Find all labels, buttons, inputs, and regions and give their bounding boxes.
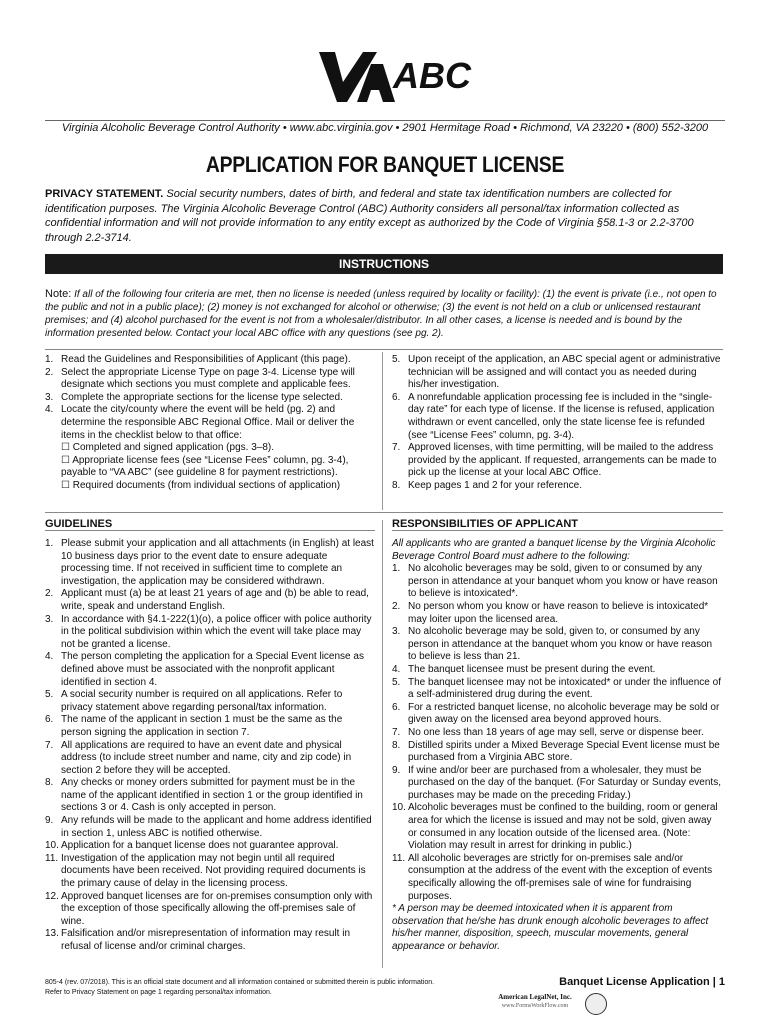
item-text: Application for a banquet license does not guarantee approval. (61, 840, 339, 852)
list-item (392, 802, 723, 852)
checklist-item: ☐ Appropriate license fees (see “License Fees” column, pg. 3-4), payable to “VA ABC” (see guideline 8 for payment restrictions). (61, 454, 349, 479)
divider (392, 530, 723, 531)
item-text: Keep pages 1 and 2 for your reference. (408, 479, 583, 491)
item-text: Falsification and/or misrepresentation of information may result in refusal of license and/or criminal charges. (61, 928, 351, 952)
list-item (45, 588, 375, 613)
item-number: 4. (392, 663, 401, 675)
divider (45, 512, 723, 513)
item-text: Please submit your application and all attachments (in English) at least 10 business days prior to the event date to ensure adequate processing time. If not received in sufficient time to complete an investigation, the application may be considered withdrawn. (61, 538, 374, 587)
column-divider (382, 520, 383, 968)
responsibilities-intro: All applicants who are granted a banquet license by the Virginia Alcoholic Beverage Control Board must adhere to the following: (392, 538, 716, 562)
item-number: 2. (45, 588, 54, 600)
page-title: APPLICATION FOR BANQUET LICENSE (205, 152, 565, 177)
svg-text:ABC: ABC (393, 55, 471, 96)
item-number: 10. (45, 840, 59, 852)
instructions-bar: INSTRUCTIONS (45, 254, 723, 274)
item-text: Any refunds will be made to the applicant and home address identified in section 1, unless ABC is notified otherwise. (61, 815, 372, 839)
badge-url: www.FormsWorkFlow.com (501, 1003, 569, 1009)
list-item (392, 626, 723, 664)
item-number: 5. (45, 689, 54, 701)
list-item (392, 702, 723, 727)
item-text: No one less than 18 years of age may sell, serve or dispense beer. (408, 726, 704, 738)
item-number: 6. (45, 714, 54, 726)
instructions-left (45, 354, 373, 493)
privacy-statement (45, 187, 695, 245)
responsibilities-heading: RESPONSIBILITIES OF APPLICANT (392, 518, 578, 530)
item-text: Locate the city/county where the event will be held (pg. 2) and determine the responsible ABC Regional Office. Mail or deliver the items in the checklist below to that office: (61, 404, 355, 441)
list-item (392, 601, 723, 626)
item-text: For a restricted banquet license, no alcoholic beverage may be sold or given away on the licensed area beyond approved hours. (408, 701, 720, 726)
item-number: 4. (45, 651, 54, 663)
list-item (392, 480, 722, 493)
item-number: 1. (45, 354, 54, 365)
privacy-text: Social security numbers, dates of birth, and federal and state tax identification numbers are collected for identification purposes. The Virginia Alcoholic Beverage Control (ABC) Authority considers all personal/tax information collected as confidential information and will not provide information to any entity except as authorized by the Code of Virginia §58.1-3 or 2.2-3700 through 2.2-3714. (45, 188, 694, 244)
instructions-right (392, 354, 722, 493)
item-number: 2. (45, 366, 54, 378)
list-item (392, 765, 723, 803)
privacy-label: PRIVACY STATEMENT. (45, 188, 164, 200)
item-text: In accordance with §4.1-222(1)(o), a police officer with police authority in the political subdivision within which the event will take place may not be granted a license. (61, 613, 372, 650)
item-text: The banquet licensee must be present during the event. (408, 663, 656, 675)
item-number: 3. (45, 613, 54, 625)
list-item (45, 354, 373, 367)
item-text: Upon receipt of the application, an ABC special agent or administrative technician will be assigned and will contact you as needed during his/her investigation. (408, 354, 721, 391)
item-number: 4. (45, 404, 54, 416)
item-text: Approved banquet licenses are for on-premises consumption only with the exception of those specifically allowing the off-premises sale of wine. (61, 890, 373, 927)
page-label: Banquet License Application | 1 (559, 976, 725, 988)
item-number: 7. (392, 442, 401, 454)
seal-icon (585, 993, 607, 1015)
item-number: 5. (392, 354, 401, 365)
item-number: 5. (392, 676, 401, 688)
item-number: 8. (392, 479, 401, 491)
list-item (45, 853, 375, 891)
item-text: Select the appropriate License Type on page 3-4. License type will designate which sections you must complete and applicable fees. (61, 366, 355, 391)
item-number: 3. (392, 626, 401, 638)
guidelines-heading: GUIDELINES (45, 518, 113, 530)
list-item (45, 928, 375, 953)
item-text: No alcoholic beverages may be sold, given to or consumed by any person in attendance at your banquet whom you know or have reason to believe is intoxicated*. (408, 563, 718, 600)
item-text: If wine and/or beer are purchased from a wholesaler, they must be purchased on the day of the banquet. (For Saturday or Sunday events, purchases may be made on the preceding Friday.) (408, 764, 721, 801)
list-item (392, 727, 723, 740)
item-number: 2. (392, 600, 401, 612)
list-item (45, 651, 375, 689)
item-number: 7. (392, 726, 401, 738)
list-item (45, 740, 375, 778)
list-item (392, 392, 722, 442)
list-item (45, 891, 375, 929)
item-number: 11. (45, 852, 59, 864)
item-text: The person completing the application for a Special Event license as defined above must be associated with the nonprofit applicant identified in section 4. (61, 651, 364, 688)
item-text: The name of the applicant in section 1 must be the same as the person signing the application in section 7. (61, 714, 343, 738)
item-number: 11. (392, 852, 406, 864)
item-text: All applications are required to have an event date and physical address (to include street number and name, city and zip code) in section 2 before they will be accepted. (61, 739, 352, 776)
item-text: Any checks or money orders submitted for payment must be in the name of the applicant identified in section 1 or the group identified in sections 3 or 4. Cash is only accepted in person. (61, 777, 363, 814)
item-number: 1. (392, 563, 401, 575)
item-text: Read the Guidelines and Responsibilities of Applicant (this page). (61, 354, 351, 365)
item-text: A social security number is required on all applications. Refer to privacy statement above regarding personal/tax information. (61, 689, 343, 713)
list-item (392, 354, 722, 392)
list-item (45, 538, 375, 588)
item-number: 6. (392, 701, 401, 713)
va-abc-logo (313, 44, 471, 106)
item-text: No person whom you know or have reason to believe is intoxicated* may loiter upon the licensed area. (408, 600, 709, 625)
legalnet-badge (487, 993, 723, 1015)
list-item (45, 367, 373, 392)
list-item (45, 815, 375, 840)
item-text: Approved licenses, with time permitting, will be mailed to the address provided by the applicant. If requested, arrangements can be made to pick up the license at your local ABC Office. (408, 442, 717, 479)
item-text: All alcoholic beverages are strictly for on-premises sale and/or consumption at the address of the event with the exception of events specifically allowing the off-premises sale of wine for fundraising purposes. (408, 852, 713, 902)
list-item (392, 677, 723, 702)
item-number: 6. (392, 391, 401, 403)
list-item (392, 563, 723, 601)
item-text: The banquet licensee may not be intoxicated* or under the influence of a self-administered drug during the event. (408, 676, 721, 701)
list-item (45, 614, 375, 652)
item-number: 10. (392, 802, 406, 814)
list-item (45, 840, 375, 853)
item-text: Complete the appropriate sections for the license type selected. (61, 391, 343, 403)
checklist-item: ☐ Completed and signed application (pgs. 3–8). (61, 442, 274, 454)
guidelines-list (45, 538, 375, 954)
list-item (392, 853, 723, 903)
item-number: 9. (392, 764, 401, 776)
item-text: A nonrefundable application processing fee is included in the “single-day rate” for each type of license. If the license is refused, application withdrawn or event cancelled, only the state license fee is refunded (see “License Fees” column, pg. 3-4). (408, 391, 715, 441)
checklist-item: ☐ Required documents (from individual sections of application) (61, 479, 341, 491)
contact-line: Virginia Alcoholic Beverage Control Authority • www.abc.virginia.gov • 2901 Hermitage Road • Richmond, VA 23220 • (800) 552-3200 (61, 122, 709, 134)
item-text: Alcoholic beverages must be confined to the building, room or general area for which the license is issued and may not be sold, given away or consumed in any location outside of the licensed area. (Note: Violation may result in arrest for drinking in public.) (408, 802, 718, 852)
item-number: 12. (45, 890, 59, 902)
item-number: 1. (45, 538, 54, 549)
divider (45, 530, 375, 531)
list-item (45, 714, 375, 739)
divider (45, 349, 723, 350)
item-number: 9. (45, 815, 54, 827)
note-label: Note: (45, 288, 72, 300)
note-text: If all of the following four criteria are met, then no license is needed (unless required by locality or facility): (1) the event is private (i.e., not open to the public and not in a public place); (2) money is not exchanged for alcohol or otherwise; (3) the event is not held on a club or unlicensed restaurant premises; and (4) alcohol purchased for the event is not from a wholesaler/distributor. In all other cases, a license is needed and is bound by the information presented below. Contact your local ABC office with any questions (see pg. 2). (45, 289, 717, 339)
item-number: 13. (45, 928, 59, 940)
list-item (45, 404, 373, 442)
item-text: Distilled spirits under a Mixed Beverage Special Event license must be purchased from a Virginia ABC store. (408, 739, 720, 764)
list-item (392, 442, 722, 480)
list-item (392, 740, 723, 765)
list-item (45, 392, 373, 405)
column-divider (382, 352, 383, 510)
responsibilities-list (392, 538, 723, 954)
badge-name: American LegalNet, Inc. (498, 993, 572, 1001)
item-number: 8. (392, 739, 401, 751)
instructions-note (45, 288, 720, 340)
item-text: Investigation of the application may not begin until all required documents have been received. Not providing required documents is the primary cause of delay in the licensing process. (61, 852, 366, 890)
list-item (392, 664, 723, 677)
footer-line-2: Refer to Privacy Statement on page 1 regarding personal/tax information. (45, 989, 272, 996)
item-text: Applicant must (a) be at least 21 years of age and (b) be able to read, write, speak and understand English. (61, 588, 369, 612)
item-text: No alcoholic beverage may be sold, given to, or consumed by any person in attendance at the banquet whom you know or have reason to believe is less than 21. (408, 626, 713, 663)
footer-line-1: 805-4 (rev. 07/2018). This is an official state document and all information contained or submitted therein is public information. (45, 979, 435, 986)
list-item (45, 689, 375, 714)
item-number: 8. (45, 777, 54, 789)
intoxicated-footnote: * A person may be deemed intoxicated when it is apparent from observation that he/she has drunk enough alcoholic beverages to affect his/her manner, disposition, speech, muscular movements, general appearance or behavior. (392, 903, 709, 952)
item-number: 3. (45, 391, 54, 403)
footer-note (45, 978, 515, 998)
list-item (45, 777, 375, 815)
header-rule (45, 120, 725, 121)
item-number: 7. (45, 739, 54, 751)
